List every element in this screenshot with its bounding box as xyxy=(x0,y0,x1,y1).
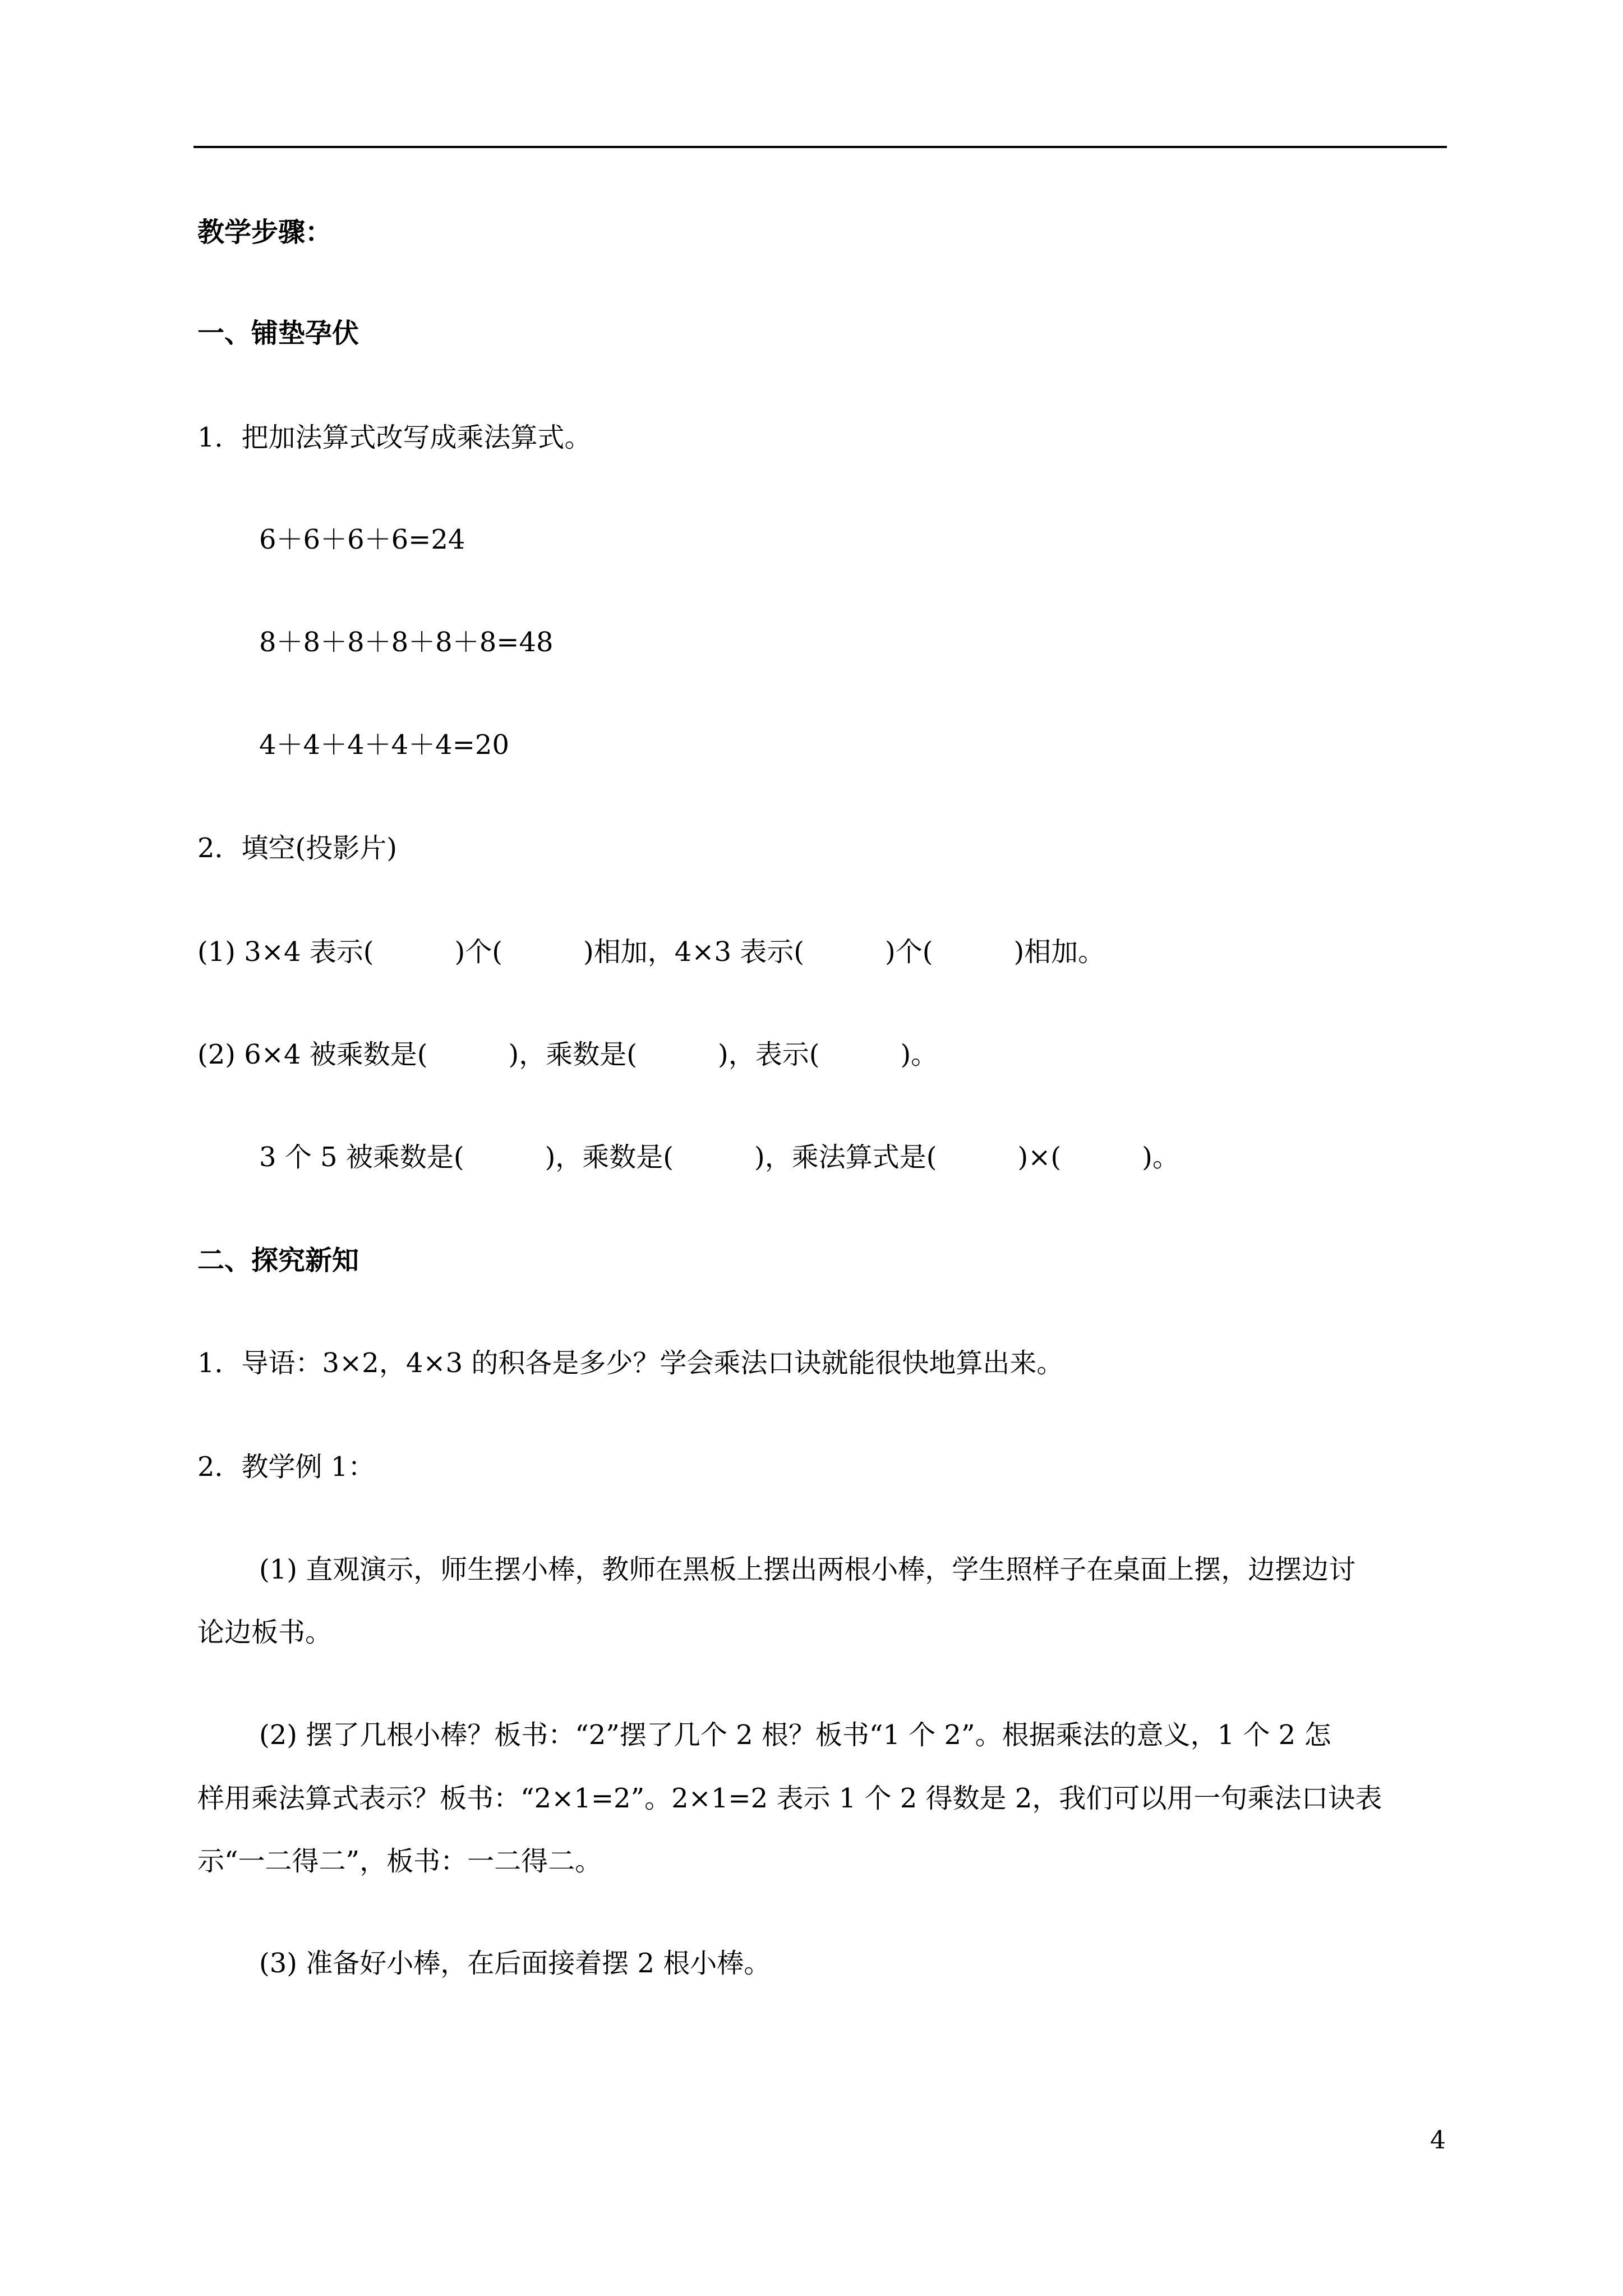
paragraph-3-line-1: (3) 准备好小棒，在后面接着摆 2 根小棒。 xyxy=(259,1948,771,1979)
paragraph-2-line-2: 样用乘法算式表示？板书：“2×1=2”。2×1=2 表示 1 个 2 得数是 2，我们可以用一句乘法口诀表 xyxy=(197,1783,1382,1814)
section-2-title: 二、探究新知 xyxy=(197,1245,359,1276)
fill-blank-3: 3 个 5 被乘数是( )，乘数是( )，乘法算式是( )×( )。 xyxy=(259,1142,1179,1173)
s2-item-2: 2．教学例 1： xyxy=(197,1451,375,1483)
s1-item-1: 1．把加法算式改写成乘法算式。 xyxy=(197,422,592,453)
paragraph-1-line-2: 论边板书。 xyxy=(197,1617,333,1648)
heading-steps: 教学步骤： xyxy=(197,217,333,248)
s2-item-1: 1．导语：3×2，4×3 的积各是多少？学会乘法口诀就能很快地算出来。 xyxy=(197,1347,1064,1379)
equation-1: 6＋6＋6＋6=24 xyxy=(259,524,465,555)
fill-blank-2: (2) 6×4 被乘数是( )，乘数是( )，表示( )。 xyxy=(197,1039,938,1070)
equation-3: 4＋4＋4＋4＋4=20 xyxy=(259,729,509,761)
paragraph-2-line-1: (2) 摆了几根小棒？板书：“2”摆了几个 2 根？板书“1 个 2”。根据乘法的意义，1 个 2 怎 xyxy=(259,1719,1331,1751)
paragraph-1-line-1: (1) 直观演示，师生摆小棒，教师在黑板上摆出两根小棒，学生照样子在桌面上摆，边摆边讨 xyxy=(259,1554,1356,1585)
header-rule xyxy=(193,146,1447,148)
page-number: 4 xyxy=(1430,2126,1446,2155)
fill-blank-1: (1) 3×4 表示( )个( )相加，4×3 表示( )个( )相加。 xyxy=(197,936,1105,968)
paragraph-2-line-3: 示“一二得二”，板书：一二得二。 xyxy=(197,1846,602,1877)
equation-2: 8＋8＋8＋8＋8＋8=48 xyxy=(259,627,554,658)
section-1-title: 一、铺垫孕伏 xyxy=(197,318,359,349)
s1-item-2: 2．填空(投影片) xyxy=(197,832,397,864)
